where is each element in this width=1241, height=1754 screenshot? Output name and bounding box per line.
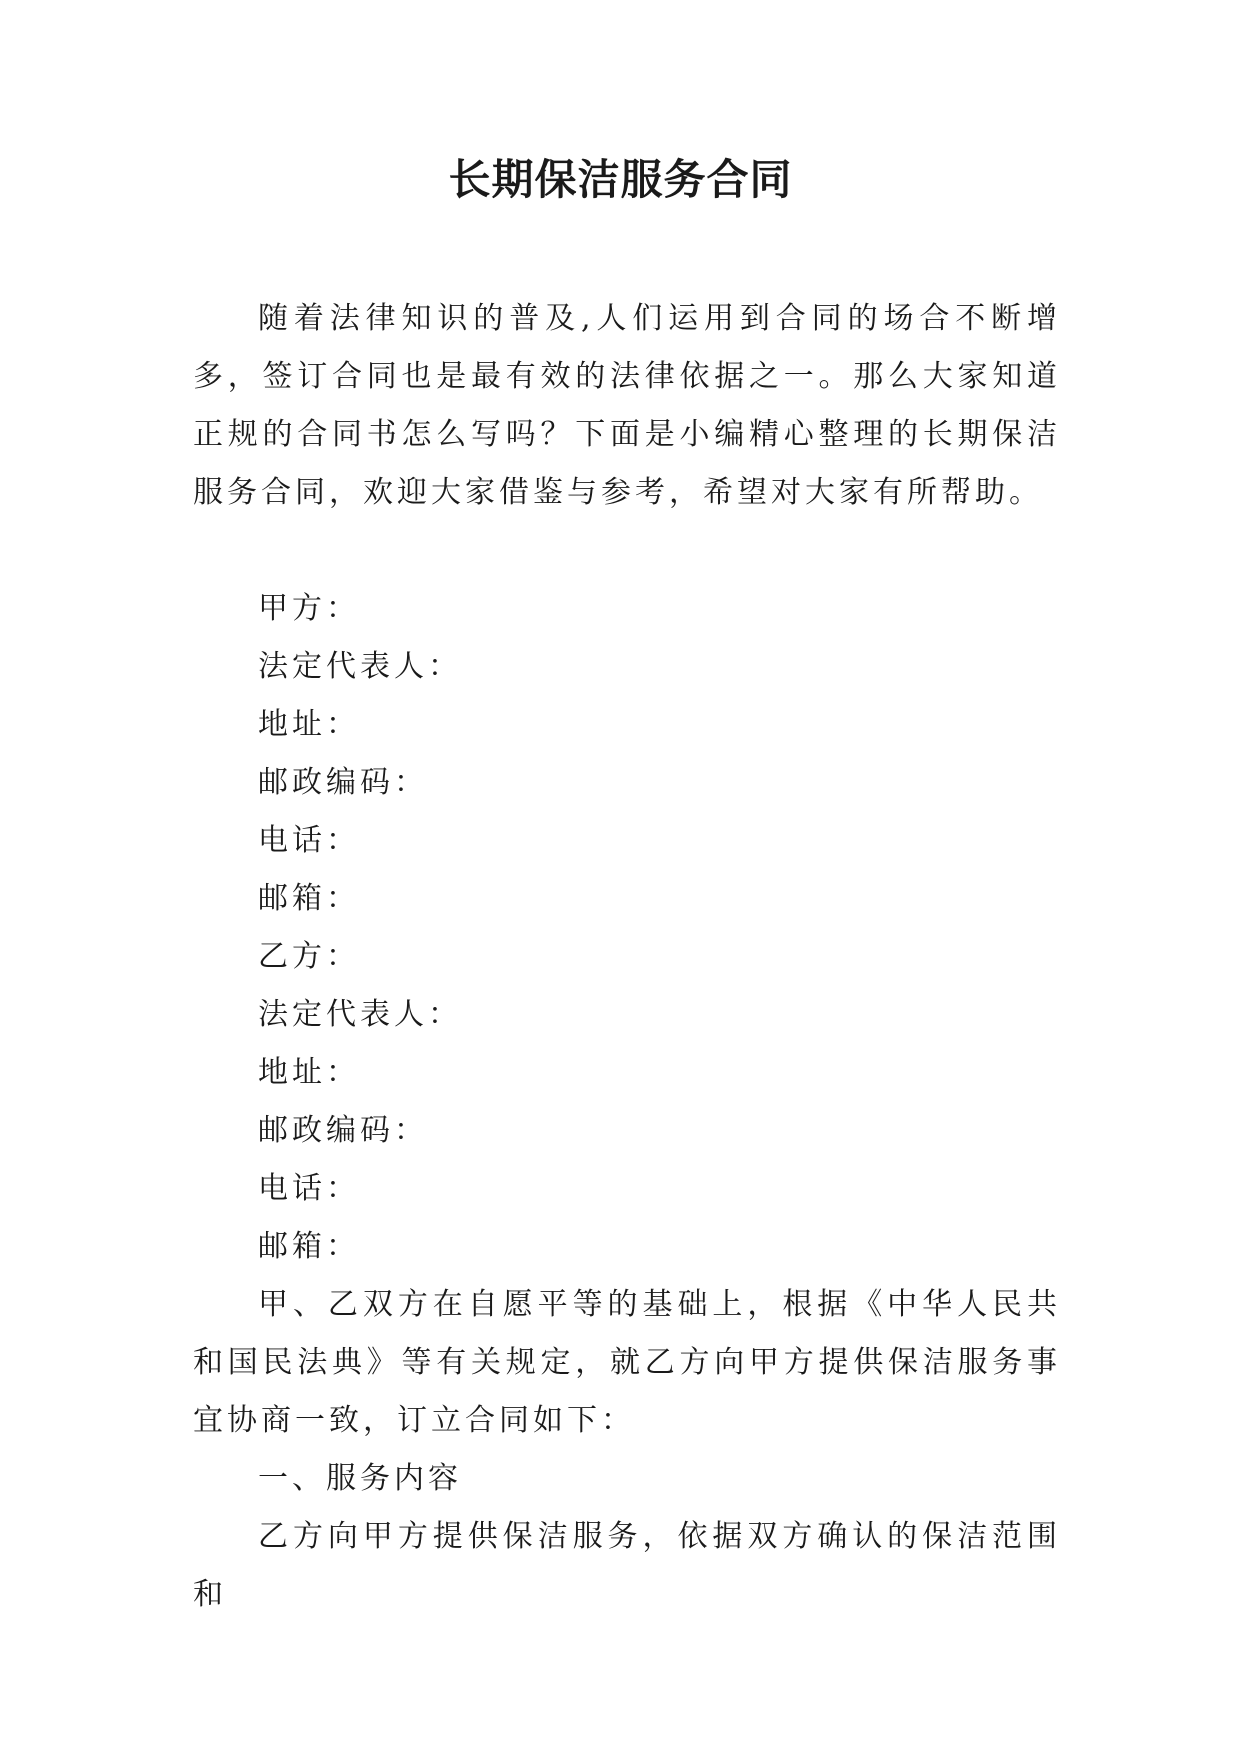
party-a-block: [193, 580, 1061, 928]
party-b-email-label: 邮箱：: [258, 1229, 360, 1264]
party-a-email-label: 邮箱：: [258, 881, 360, 916]
party-b-phone-label: 电话：: [258, 1171, 360, 1206]
party-b-name-label: 乙方：: [258, 939, 360, 974]
party-b-address-label: 地址：: [258, 1055, 360, 1090]
party-b-block: [193, 928, 1061, 1276]
document-title: 长期保洁服务合同: [448, 155, 793, 204]
party-b-postcode-label: 邮政编码：: [258, 1113, 428, 1148]
preamble-paragraph: 甲、乙双方在自愿平等的基础上，根据《中华人民共和国民法典》等有关规定，就乙方向甲方提供保洁服务事宜协商一致，订立合同如下：: [193, 1287, 1061, 1438]
party-a-postcode-label: 邮政编码：: [258, 765, 428, 800]
party-a-rep-label: 法定代表人：: [258, 649, 462, 684]
intro-paragraph: 随着法律知识的普及,人们运用到合同的场合不断增多，签订合同也是最有效的法律依据之一。那么大家知道正规的合同书怎么写吗？下面是小编精心整理的长期保洁服务合同，欢迎大家借鉴与参考，希望对大家有所帮助。: [193, 301, 1061, 510]
party-b-rep-label: 法定代表人：: [258, 997, 462, 1032]
section-1-text: 乙方向甲方提供保洁服务，依据双方确认的保洁范围和: [193, 1519, 1061, 1612]
party-a-name-label: 甲方：: [258, 591, 360, 626]
party-a-address-label: 地址：: [258, 707, 360, 742]
document-body: [193, 290, 1061, 1624]
party-a-phone-label: 电话：: [258, 823, 360, 858]
section-1-heading: 一、服务内容: [258, 1461, 462, 1496]
